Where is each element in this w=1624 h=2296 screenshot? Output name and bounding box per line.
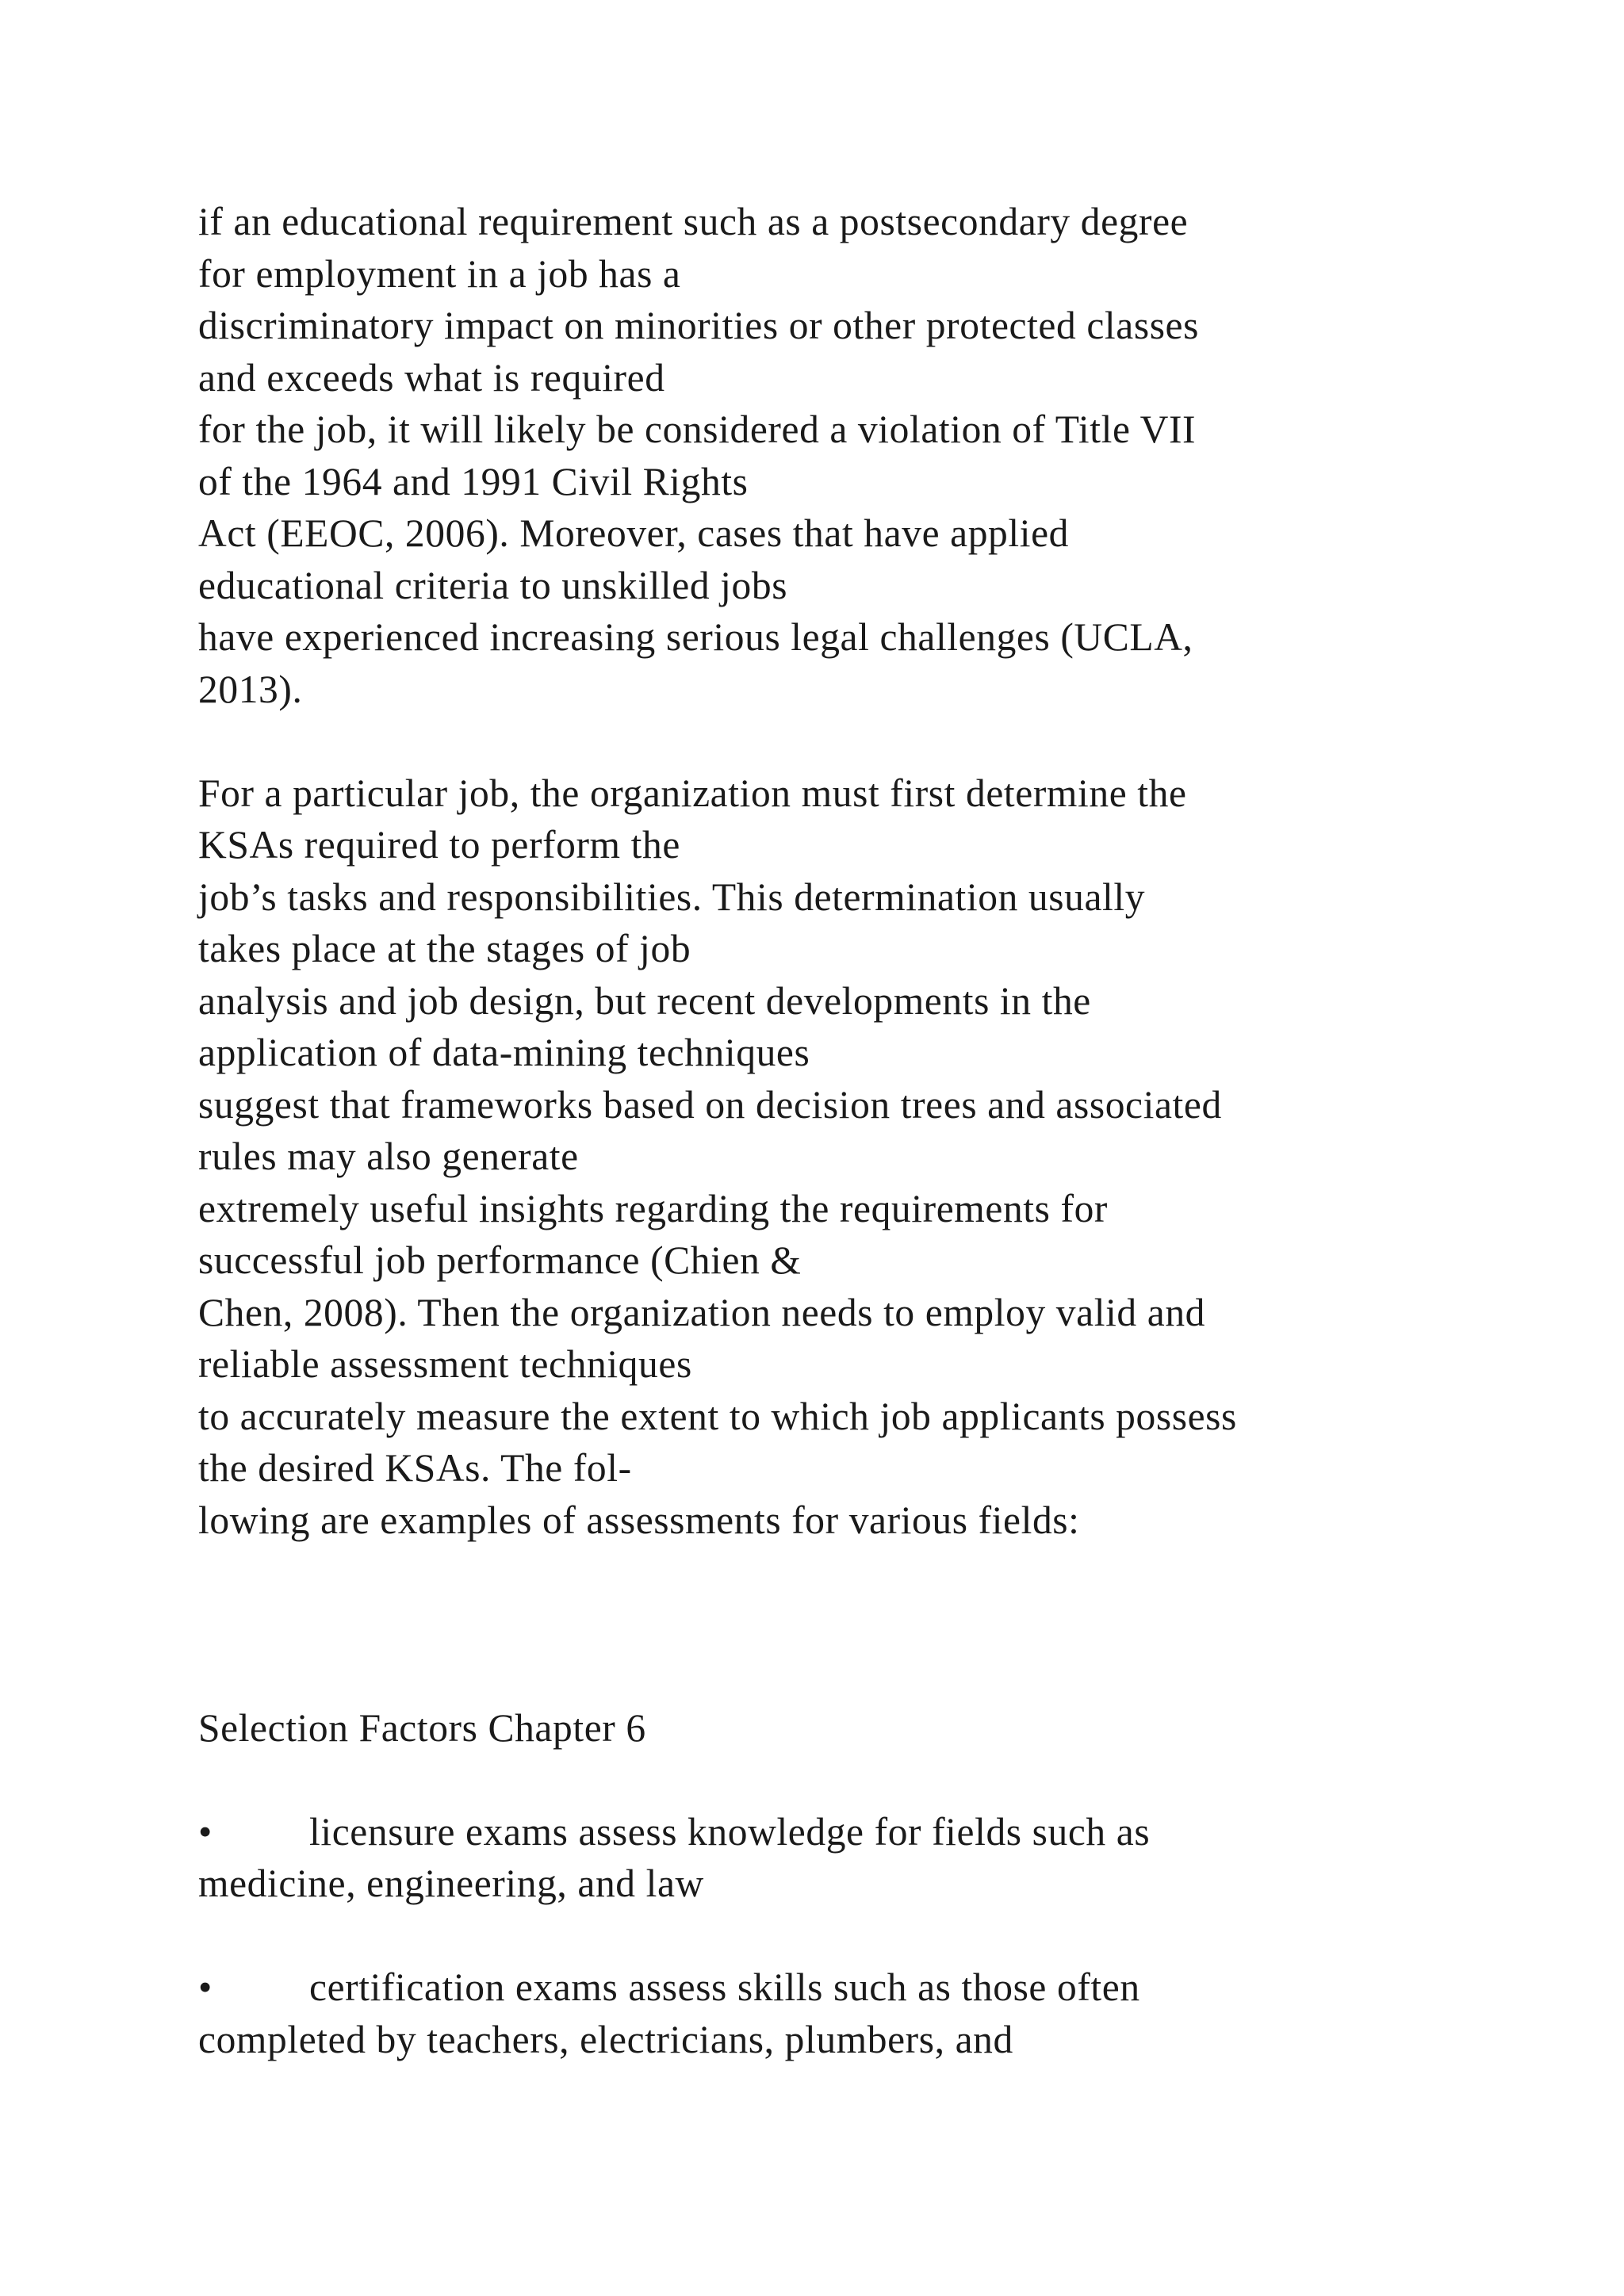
bullet-first-line (198, 1961, 1546, 2014)
section-spacer (198, 1546, 1546, 1702)
bullet-first-line (198, 1806, 1546, 1858)
bullet-icon: • (198, 1809, 213, 1854)
text-line: Chen, 2008). Then the organization needs to employ valid and (198, 1290, 1206, 1334)
text-line: and exceeds what is required (198, 355, 665, 400)
text-line: 2013). (198, 667, 303, 711)
bullet-text: certification exams assess skills such as those often (309, 1965, 1140, 2009)
text-line: extremely useful insights regarding the requirements for (198, 1186, 1109, 1230)
text-line: for the job, it will likely be considered a violation of Title VII (198, 408, 1197, 451)
text-line: lowing are examples of assessments for various fields: (198, 1498, 1080, 1542)
text-line: rules may also generate (198, 1135, 579, 1178)
text-line: reliable assessment techniques (198, 1342, 692, 1386)
paragraph-spacer (198, 1910, 1546, 1962)
bullet-item (198, 1806, 1546, 1910)
text-line: successful job performance (Chien & (198, 1238, 802, 1282)
text-line: discriminatory impact on minorities or other protected classes (198, 304, 1199, 347)
document-body (198, 196, 1546, 2065)
text-line: have experienced increasing serious legal challenges (UCLA, (198, 615, 1193, 659)
text-line: educational criteria to unskilled jobs (198, 563, 788, 607)
bullet-continuation: medicine, engineering, and law (198, 1862, 704, 1905)
text-line: to accurately measure the extent to which job applicants possess (198, 1394, 1237, 1438)
paragraph-spacer (198, 715, 1546, 767)
paragraph-1 (198, 196, 1546, 715)
text-line: if an educational requirement such as a postsecondary degree (198, 200, 1189, 243)
text-line: application of data-mining techniques (198, 1031, 810, 1074)
bullet-icon: • (198, 1965, 213, 2009)
text-line: Act (EEOC, 2006). Moreover, cases that have applied (198, 511, 1070, 555)
paragraph-spacer (198, 1754, 1546, 1806)
text-line: suggest that frameworks based on decision trees and associated (198, 1082, 1222, 1127)
text-line: analysis and job design, but recent developments in the (198, 978, 1091, 1023)
paragraph-2 (198, 767, 1546, 1547)
running-header: Selection Factors Chapter 6 (198, 1705, 646, 1750)
text-line: For a particular job, the organization must first determine the (198, 771, 1187, 815)
text-line: for employment in a job has a (198, 251, 681, 296)
text-line: takes place at the stages of job (198, 927, 691, 970)
text-line: of the 1964 and 1991 Civil Rights (198, 459, 749, 503)
bullet-item (198, 1961, 1546, 2065)
text-line: KSAs required to perform the (198, 823, 680, 867)
text-line: the desired KSAs. The fol- (198, 1446, 632, 1490)
bullet-continuation: completed by teachers, electricians, plumbers, and (198, 2017, 1013, 2061)
text-line: job’s tasks and responsibilities. This determination usually (198, 874, 1146, 919)
bullet-text: licensure exams assess knowledge for fields such as (309, 1809, 1151, 1854)
